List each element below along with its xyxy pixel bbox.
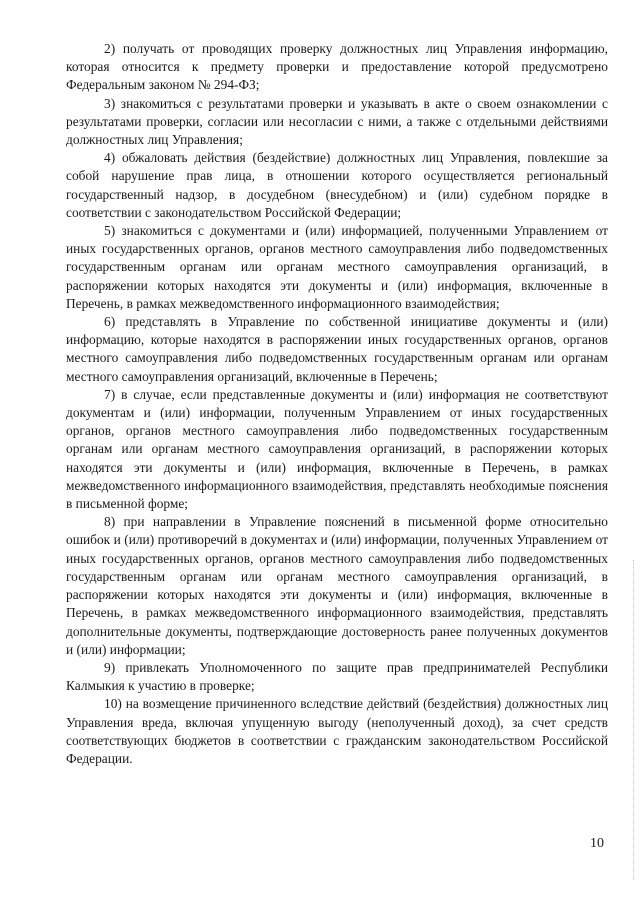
paragraph-item-8: 8) при направлении в Управление пояснений в письменной форме относительно ошибок и (или) противоречий в документах и (или) информации, полученных Управлением от иных государственных органов, органов местного самоуправления либо подведомственных государственным органам или органам местного самоуправления организаций, в распоряжении которых находятся эти документы и (или) информация, включенные в Перечень, в рамках межведомственного информационного взаимодействия, представлять дополнительные документы, подтверждающие достоверность ранее полученных документов и (или) информации; <box>66 514 608 657</box>
paragraph-item-5: 5) знакомиться с документами и (или) информацией, полученными Управлением от иных государственных органов, органов местного самоуправления либо подведомственных государственным органам или органам местного самоуправления организаций, в распоряжении которых находятся эти документы и (или) информация, включенные в Перечень, в рамках межведомственного информационного взаимодействия; <box>66 223 608 311</box>
paragraph-item-3: 3) знакомиться с результатами проверки и указывать в акте о своем ознакомлении с результатами проверки, согласии или несогласии с ними, а также с отдельными действиями должностных лиц Управления; <box>66 95 608 148</box>
scan-margin-artifact <box>633 560 634 880</box>
paragraph-item-10: 10) на возмещение причиненного вследствие действий (бездействия) должностных лиц Управления вреда, включая упущенную выгоду (неполученный доход), за счет средств соответствующих бюджетов в соответствии с гражданским законодательством Российской Федерации. <box>66 696 608 766</box>
page-number: 10 <box>590 836 604 851</box>
paragraph-item-4: 4) обжаловать действия (бездействие) должностных лиц Управления, повлекшие за собой нарушение прав лица, в отношении которого осуществляется региональный государственный надзор, в досудебном (внесудебном) и (или) судебном порядке в соответствии с законодательством Российской Федерации; <box>66 150 608 220</box>
paragraph-item-6: 6) представлять в Управление по собственной инициативе документы и (или) информацию, которые находятся в распоряжении иных государственных органов, органов местного самоуправления либо подведомственных государственным органам или органам местного самоуправления организаций, включенные в Перечень; <box>66 314 608 384</box>
paragraph-item-2: 2) получать от проводящих проверку должностных лиц Управления информацию, которая относится к предмету проверки и предоставление которой предусмотрено Федеральным законом № 294-ФЗ; <box>66 41 608 93</box>
document-body <box>66 40 608 768</box>
paragraph-item-9: 9) привлекать Уполномоченного по защите прав предпринимателей Республики Калмыкия к участию в проверке; <box>66 659 608 694</box>
paragraph-item-7: 7) в случае, если представленные документы и (или) информация не соответствуют документам и (или) информации, полученным Управлением от иных государственных органов, органов местного самоуправления либо подведомственных государственным органам или органам местного самоуправления организаций, в распоряжении которых находятся эти документы и (или) информация, включенные в Перечень, в рамках межведомственного информационного взаимодействия, представлять необходимые пояснения в письменной форме; <box>66 386 608 512</box>
